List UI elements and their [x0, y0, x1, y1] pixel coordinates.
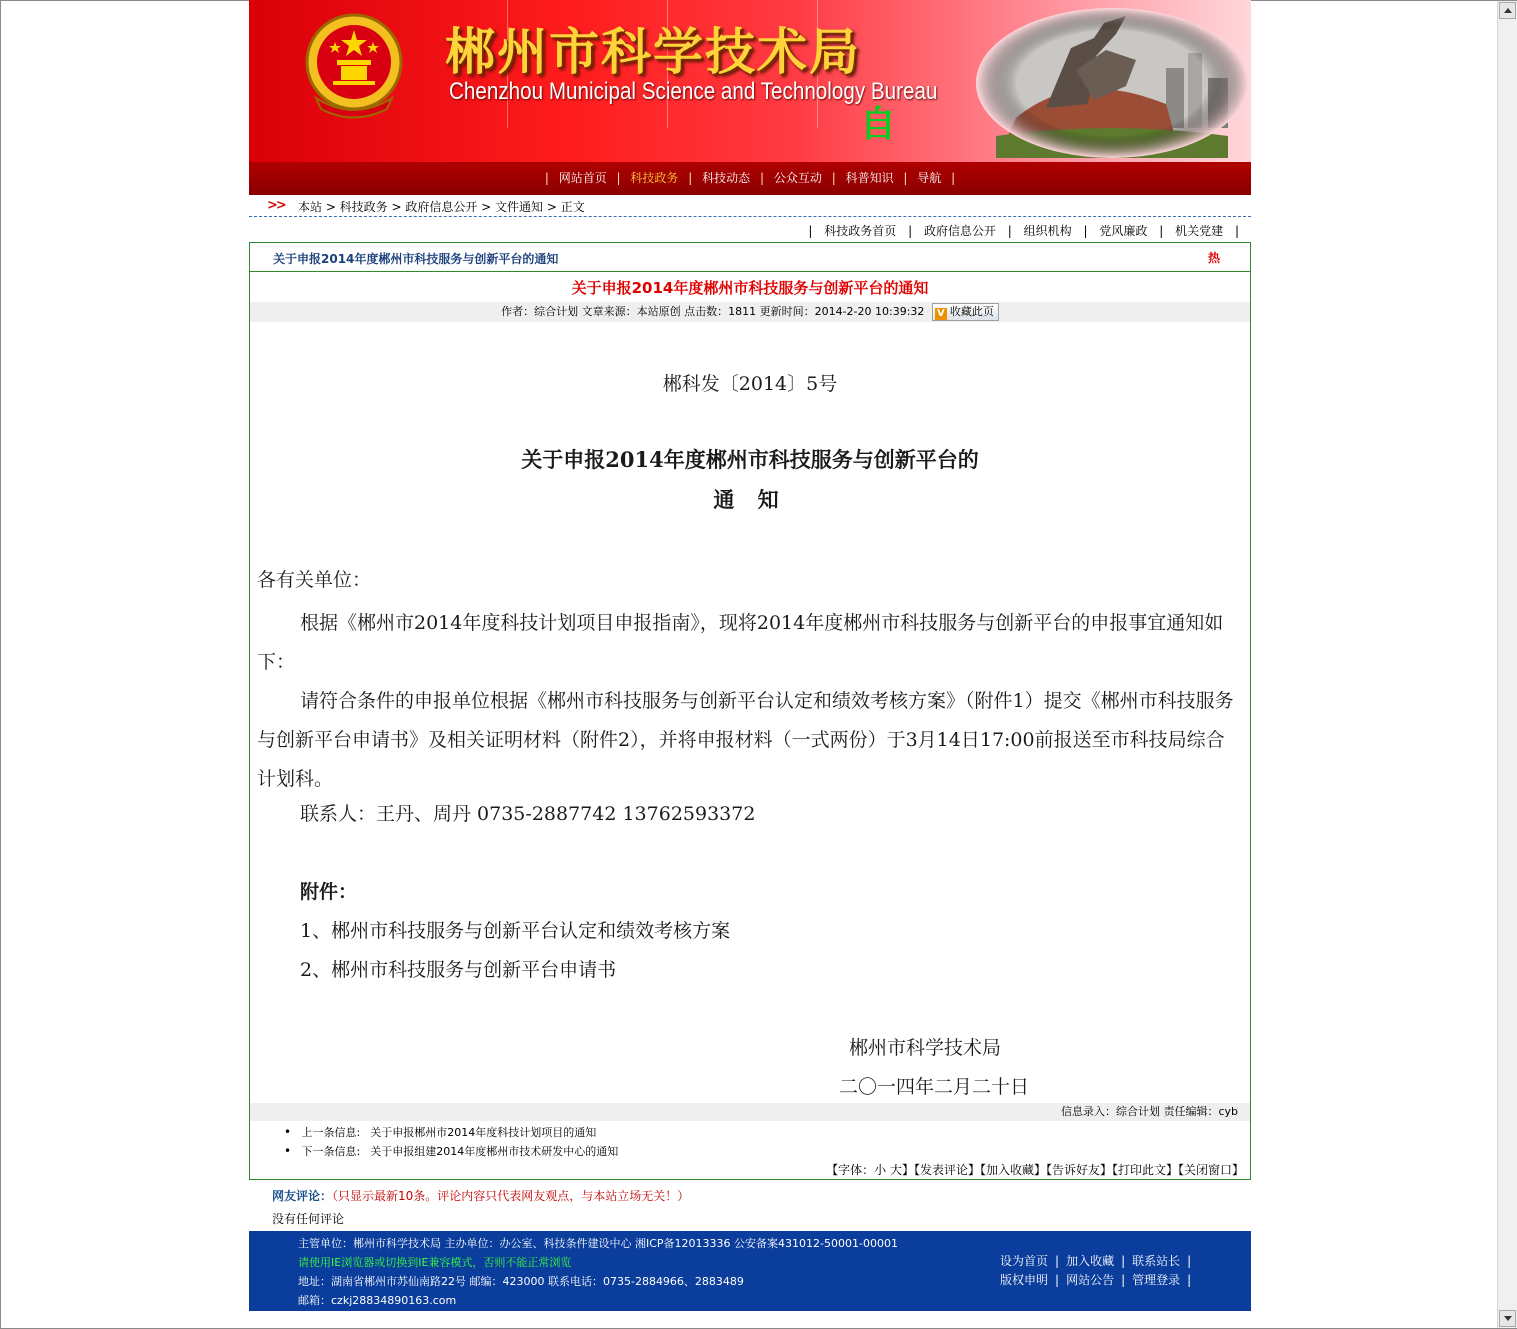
- footer-link-add-fav[interactable]: 加入收藏: [1066, 1254, 1115, 1268]
- editor-info: 信息录入：综合计划 责任编辑：cyb: [1060, 1105, 1238, 1118]
- paragraph-2: 请符合条件的申报单位根据《郴州市科技服务与创新平台认定和绩效考核方案》（附件1）提交《郴州市科技服务与创新平台申请书》及相关证明材料（附件2），并将申报材料（一式两份）于3月14日17:00前报送至市科技局综合计划科。: [257, 690, 1234, 790]
- footer-separator: |: [1055, 1254, 1060, 1268]
- no-comments-text: 没有任何评论: [272, 1212, 345, 1226]
- comments-header: [272, 1187, 689, 1204]
- comments-note: （只显示最新10条。评论内容只代表网友观点，与本站立场无关！）: [332, 1189, 690, 1203]
- nav-item-sci-knowledge[interactable]: 科普知识: [845, 171, 894, 185]
- bookmark-icon: V: [935, 308, 947, 320]
- subnav-item-home[interactable]: 科技政务首页: [824, 224, 897, 238]
- comments-title: 网友评论：: [272, 1189, 333, 1203]
- next-label: 下一条信息:: [301, 1145, 361, 1158]
- footer-separator: |: [1187, 1273, 1192, 1287]
- article-title-bar: [250, 243, 1250, 272]
- nav-item-sci-news[interactable]: 科技动态: [702, 171, 751, 185]
- sub-nav: [800, 222, 1247, 239]
- footer-link-admin-login[interactable]: 管理登录: [1132, 1273, 1181, 1287]
- nav-item-sci-affairs[interactable]: 科技政务: [630, 171, 679, 185]
- article-tools[interactable]: 【字体：小 大】【发表评论】【加入收藏】【告诉好友】【打印此文】【关闭窗口】: [826, 1163, 1244, 1177]
- nav-item-public-interaction[interactable]: 公众互动: [773, 171, 822, 185]
- next-article-link[interactable]: 关于申报组建2014年度郴州市技术研发中心的通知: [370, 1145, 619, 1158]
- breadcrumb-path[interactable]: 本站 > 科技政务 > 政府信息公开 > 文件通知 > 正文: [298, 200, 585, 214]
- subnav-separator: |: [808, 224, 813, 238]
- national-emblem-icon: [301, 10, 407, 122]
- banner-green-glyph: 自: [860, 104, 897, 145]
- main-nav: [249, 162, 1251, 195]
- attachments-heading: 附件：: [300, 881, 358, 903]
- article-title: 关于申报2014年度郴州市科技服务与创新平台的通知: [571, 279, 929, 297]
- site-title-cn: 郴州市科学技术局: [445, 23, 861, 81]
- subnav-separator: |: [908, 224, 913, 238]
- editor-bar: [250, 1103, 1250, 1121]
- breadcrumb: [249, 196, 1251, 217]
- article-meta-text: 作者：综合计划 文章来源：本站原创 点击数：1811 更新时间：2014-2-20 10:39:32: [501, 305, 925, 318]
- site-title-en: Chenzhou Municipal Science and Technology Bureau: [449, 78, 938, 105]
- prev-article-link[interactable]: 关于申报郴州市2014年度科技计划项目的通知: [370, 1126, 597, 1139]
- bookmark-page-label: 收藏此页: [949, 305, 994, 318]
- scroll-down-arrow-icon[interactable]: [1499, 1310, 1516, 1327]
- document-title-line2: 通 知: [713, 487, 787, 512]
- subnav-item-gov-info[interactable]: 政府信息公开: [923, 224, 996, 238]
- statue-photo-image: [976, 8, 1248, 158]
- footer-link-copyright[interactable]: 版权申明: [1000, 1273, 1049, 1287]
- list-item: [284, 1123, 618, 1142]
- subnav-separator: |: [1007, 224, 1012, 238]
- footer-links: [1000, 1252, 1198, 1290]
- subnav-separator: |: [1159, 224, 1164, 238]
- article-bar-title: 关于申报2014年度郴州市科技服务与创新平台的通知: [273, 252, 559, 266]
- footer-address: 地址：湖南省郴州市苏仙南路22号 邮编：423000 联系电话：0735-2884966、2883489: [298, 1275, 744, 1288]
- attachment-1: 1、郴州市科技服务与创新平台认定和绩效考核方案: [300, 920, 731, 942]
- document-title-line1: 关于申报2014年度郴州市科技服务与创新平台的: [521, 447, 979, 472]
- nav-separator: |: [544, 171, 549, 185]
- footer-line-1: 主管单位：郴州市科学技术局 主办单位：办公室、科技条件建设中心 湘ICP备12013336 公安备案431012-50001-00001: [298, 1237, 898, 1250]
- footer-browser-warning: 请使用IE浏览器或切换到IE兼容模式，否则不能正常浏览: [298, 1256, 572, 1269]
- footer-separator: |: [1121, 1273, 1126, 1287]
- footer-link-contact[interactable]: 联系站长: [1132, 1254, 1181, 1268]
- nav-separator: |: [616, 171, 621, 185]
- nav-separator: |: [951, 171, 956, 185]
- document-number: 郴科发〔2014〕5号: [662, 373, 838, 395]
- subnav-item-party[interactable]: 机关党建: [1175, 224, 1224, 238]
- bookmark-page-button[interactable]: [932, 303, 999, 321]
- signature-date: 二〇一四年二月二十日: [839, 1076, 1030, 1098]
- scroll-up-arrow-icon[interactable]: [1499, 2, 1516, 19]
- subnav-separator: |: [1083, 224, 1088, 238]
- subnav-separator: |: [1234, 224, 1239, 238]
- paragraph-1: 根据《郴州市2014年度科技计划项目申报指南》，现将2014年度郴州市科技服务与创新平台的申报事宜通知如下：: [257, 612, 1224, 673]
- contact-line: 联系人：王丹、周丹 0735-2887742 13762593372: [300, 803, 756, 825]
- footer-email: 邮箱：czkj28834890163.com: [298, 1294, 457, 1307]
- subnav-item-organization[interactable]: 组织机构: [1023, 224, 1072, 238]
- site-banner: [249, 0, 1251, 162]
- breadcrumb-arrow-icon: >>: [267, 198, 285, 213]
- prev-next-list: [284, 1123, 618, 1161]
- nav-separator: |: [831, 171, 836, 185]
- signature-organization: 郴州市科学技术局: [849, 1037, 1002, 1059]
- footer-separator: |: [1121, 1254, 1126, 1268]
- nav-separator: |: [903, 171, 908, 185]
- salutation: 各有关单位：: [257, 569, 372, 591]
- prev-label: 上一条信息:: [301, 1126, 361, 1139]
- attachment-2: 2、郴州市科技服务与创新平台申请书: [300, 959, 617, 981]
- vertical-scrollbar[interactable]: [1497, 1, 1517, 1328]
- nav-item-home[interactable]: 网站首页: [558, 171, 607, 185]
- subnav-item-integrity[interactable]: 党风廉政: [1099, 224, 1148, 238]
- list-item: [284, 1142, 618, 1161]
- article-meta: [250, 302, 1250, 322]
- footer-separator: |: [1055, 1273, 1060, 1287]
- nav-item-navigation[interactable]: 导航: [917, 171, 942, 185]
- article-box: [249, 242, 1251, 1180]
- footer-link-notice[interactable]: 网站公告: [1066, 1273, 1115, 1287]
- hot-badge: 热: [1207, 251, 1220, 265]
- site-footer: [249, 1231, 1251, 1311]
- nav-separator: |: [759, 171, 765, 185]
- nav-separator: |: [688, 171, 693, 185]
- footer-separator: |: [1187, 1254, 1192, 1268]
- footer-link-set-home[interactable]: 设为首页: [1000, 1254, 1049, 1268]
